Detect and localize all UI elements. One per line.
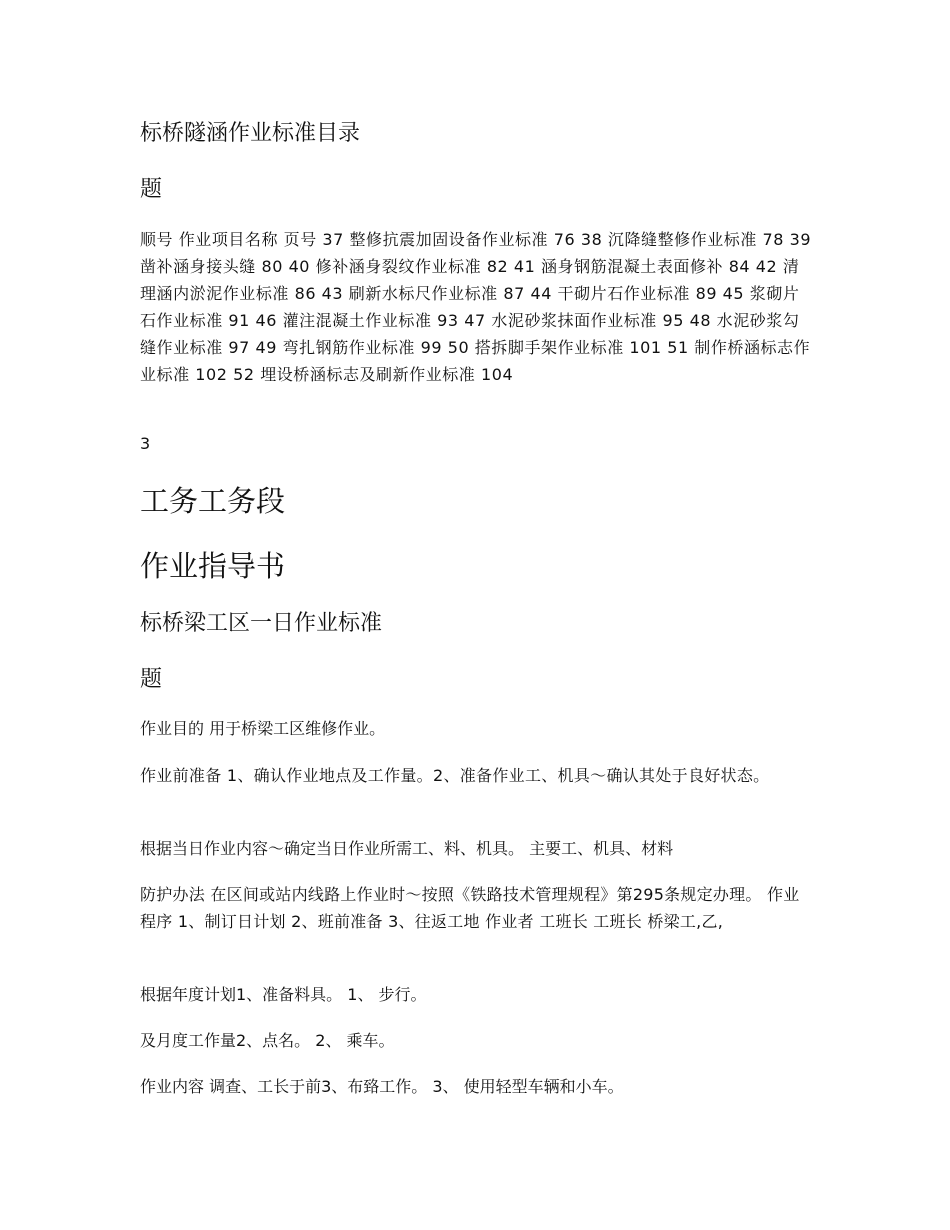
work-content-paragraph: 作业内容 调查、工长于前3、布臵工作。 3、 使用轻型车辆和小车。: [140, 1077, 624, 1096]
annual-plan-paragraph: 根据年度计划1、准备料具。 1、 步行。: [140, 985, 427, 1004]
guide-heading: 作业指导书: [140, 549, 286, 583]
protection-paragraph: 防护办法 在区间或站内线路上作业时～按照《铁路技术管理规程》第295条规定办理。 作业程序 1、制订日计划 2、班前准备 3、往返工地 作业者 工班长 工班长 桥梁工,乙,: [140, 885, 800, 931]
standard-title: 标桥梁工区一日作业标准: [140, 611, 383, 636]
standard-subtitle: 题: [140, 667, 163, 692]
department-heading: 工务工务段: [140, 484, 286, 518]
toc-title: 标桥隧涵作业标准目录: [140, 121, 361, 146]
materials-paragraph: 根据当日作业内容～确定当日作业所需工、料、机具。 主要工、机具、材料: [140, 839, 674, 858]
monthly-workload-paragraph: 及月度工作量2、点名。 2、 乘车。: [140, 1031, 395, 1050]
toc-subtitle: 题: [140, 177, 163, 202]
purpose-paragraph: 作业目的 用于桥梁工区维修作业。: [140, 719, 386, 738]
toc-list: 顺号 作业项目名称 页号 37 整修抗震加固设备作业标准 76 38 沉降缝整修作业标准 78 39 凿补涵身接头缝 80 40 修补涵身裂纹作业标准 82 41 涵身钢筋混凝土表面修补 84 42 清理涵内淤泥作业标准 86 43 刷新水标尺作业标准 87 44 干砌片石作业标准 89 45 浆砌片石作业标准 91 46 灌注混凝土作业标准 93 47 水泥砂浆抹面作业标准 95 48 水泥砂浆勾缝作业标准 97 49 弯扎钢筋作业标准 99 50 搭拆脚手架作业标准 101 51 制作桥涵标志作业标准 102 52 埋设桥涵标志及刷新作业标准 104: [140, 230, 812, 384]
preparation-paragraph: 作业前准备 1、确认作业地点及工作量。2、准备作业工、机具～确认其处于良好状态。: [140, 766, 770, 785]
page-number: 3: [140, 434, 151, 453]
